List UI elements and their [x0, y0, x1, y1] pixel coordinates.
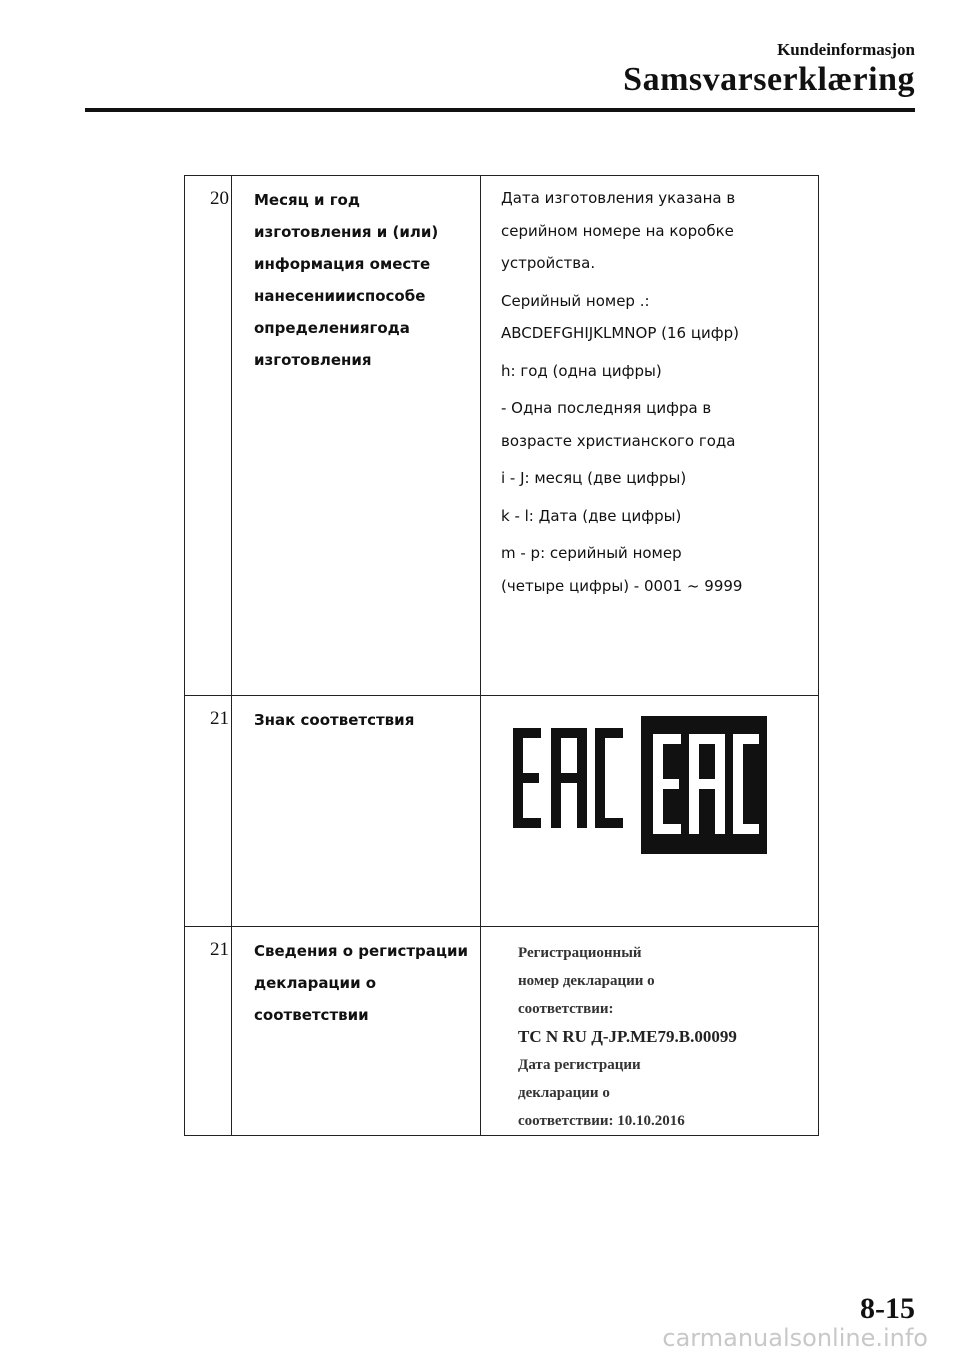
page-header [623, 40, 915, 100]
manufacture-date-info [481, 176, 818, 602]
header-rule [85, 108, 915, 112]
declaration-number: TC N RU Д-JP.ME79.B.00099 [518, 1027, 737, 1046]
row-number: 21 [185, 696, 232, 927]
info-line: - Одна последняя цифра в [501, 399, 712, 417]
row-label: Сведения о регистрации декларации о соответствии [254, 942, 469, 1024]
eac-mark [481, 696, 818, 926]
eac-logo-white [509, 716, 627, 836]
watermark: carmanualsonline.info [662, 1324, 928, 1352]
registration-info [481, 927, 818, 1135]
info-line: Серийный номер .: [501, 291, 650, 310]
reg-line: Регистрационный [518, 945, 642, 961]
info-line: Дата изготовления указана в [501, 189, 736, 207]
eac-logo-black [641, 716, 767, 854]
info-line: k - l: Дата (две цифры) [501, 506, 682, 525]
declaration-table [184, 175, 819, 1136]
page-title: Samsvarserklæring [623, 61, 915, 98]
reg-line: номер декларации о [518, 973, 655, 989]
info-line: серийном номере на коробке [501, 221, 734, 240]
reg-line: соответствии: [518, 1001, 614, 1017]
table-row [185, 696, 819, 927]
info-line: m - p: серийный номер [501, 544, 682, 562]
info-line: i - J: месяц (две цифры) [501, 469, 687, 487]
row-number: 20 [185, 176, 232, 696]
info-line: (четыре цифры) - 0001 ~ 9999 [501, 576, 743, 595]
page-number: 8-15 [860, 1292, 915, 1325]
row-label: Месяц и год изготовления и (или) информация оместе нанесениииспособе определениягода изготовления [254, 191, 439, 369]
row-label: Знак соответствия [254, 711, 415, 729]
reg-line: Дата регистрации [518, 1057, 641, 1073]
info-line: возрасте христианского года [501, 431, 736, 450]
table-row [185, 176, 819, 696]
section-name: Kundeinformasjon [777, 40, 915, 59]
info-line: устройства. [501, 254, 596, 272]
reg-date-line: соответствии: 10.10.2016 [518, 1113, 685, 1129]
info-line: h: год (одна цифры) [501, 361, 662, 380]
table-row [185, 927, 819, 1136]
row-number: 21 [185, 927, 232, 1136]
info-line: ABCDEFGHIJKLMNOP (16 цифр) [501, 324, 740, 342]
reg-line: декларации о [518, 1085, 610, 1101]
